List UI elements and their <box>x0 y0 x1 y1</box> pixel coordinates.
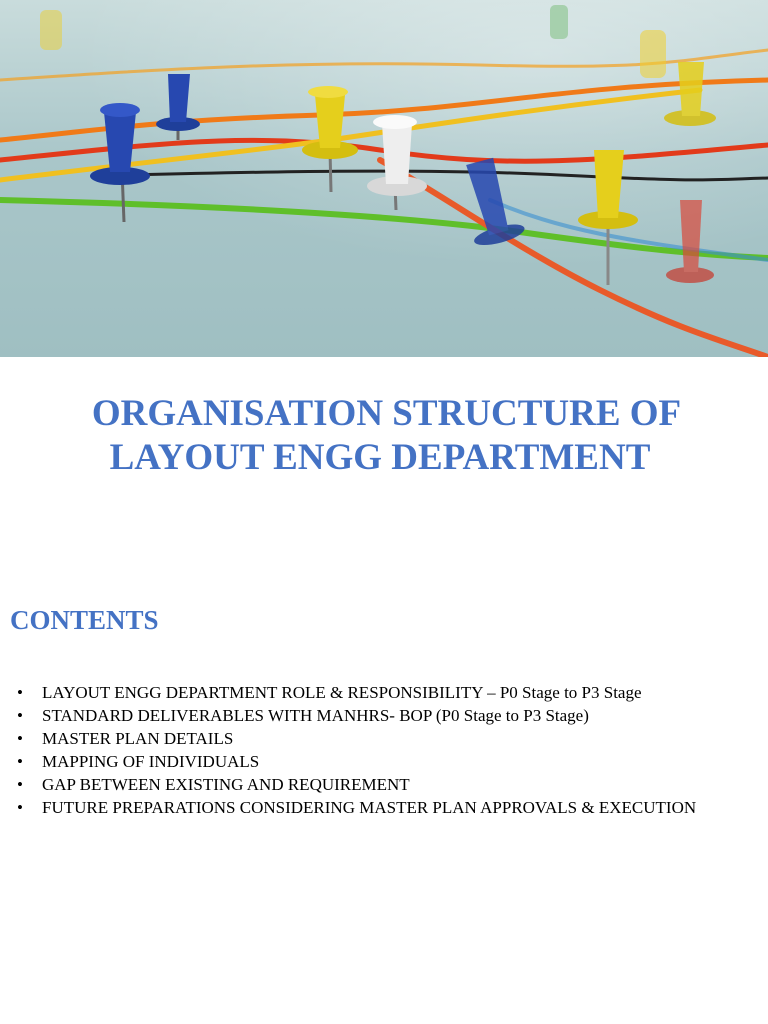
list-item-text: MAPPING OF INDIVIDUALS <box>42 752 260 771</box>
hero-image <box>0 0 768 357</box>
slide-title <box>0 392 768 480</box>
list-item <box>0 796 760 819</box>
contents-heading: CONTENTS <box>10 605 159 635</box>
bullet-icon: • <box>17 729 23 748</box>
title-line-1: ORGANISATION STRUCTURE OF <box>91 393 682 434</box>
bullet-icon: • <box>17 706 23 725</box>
bullet-icon: • <box>17 775 23 794</box>
title-line-2: LAYOUT ENGG DEPARTMENT <box>109 437 651 478</box>
list-item <box>0 727 760 750</box>
bullet-icon: • <box>17 683 23 702</box>
contents-list <box>0 681 760 819</box>
list-item <box>0 704 760 727</box>
list-item <box>0 750 760 773</box>
pushpin-network-illustration <box>0 0 768 357</box>
list-item-text: FUTURE PREPARATIONS CONSIDERING MASTER PLAN APPROVALS & EXECUTION <box>42 798 697 817</box>
list-item-text: MASTER PLAN DETAILS <box>42 729 234 748</box>
list-item-text: STANDARD DELIVERABLES WITH MANHRS- BOP (P0 Stage to P3 Stage) <box>42 706 589 725</box>
bullet-icon: • <box>17 752 23 771</box>
list-item <box>0 681 760 704</box>
bullet-icon: • <box>17 798 23 817</box>
list-item <box>0 773 760 796</box>
list-item-text: GAP BETWEEN EXISTING AND REQUIREMENT <box>42 775 410 794</box>
list-item-text: LAYOUT ENGG DEPARTMENT ROLE & RESPONSIBILITY – P0 Stage to P3 Stage <box>42 683 642 702</box>
